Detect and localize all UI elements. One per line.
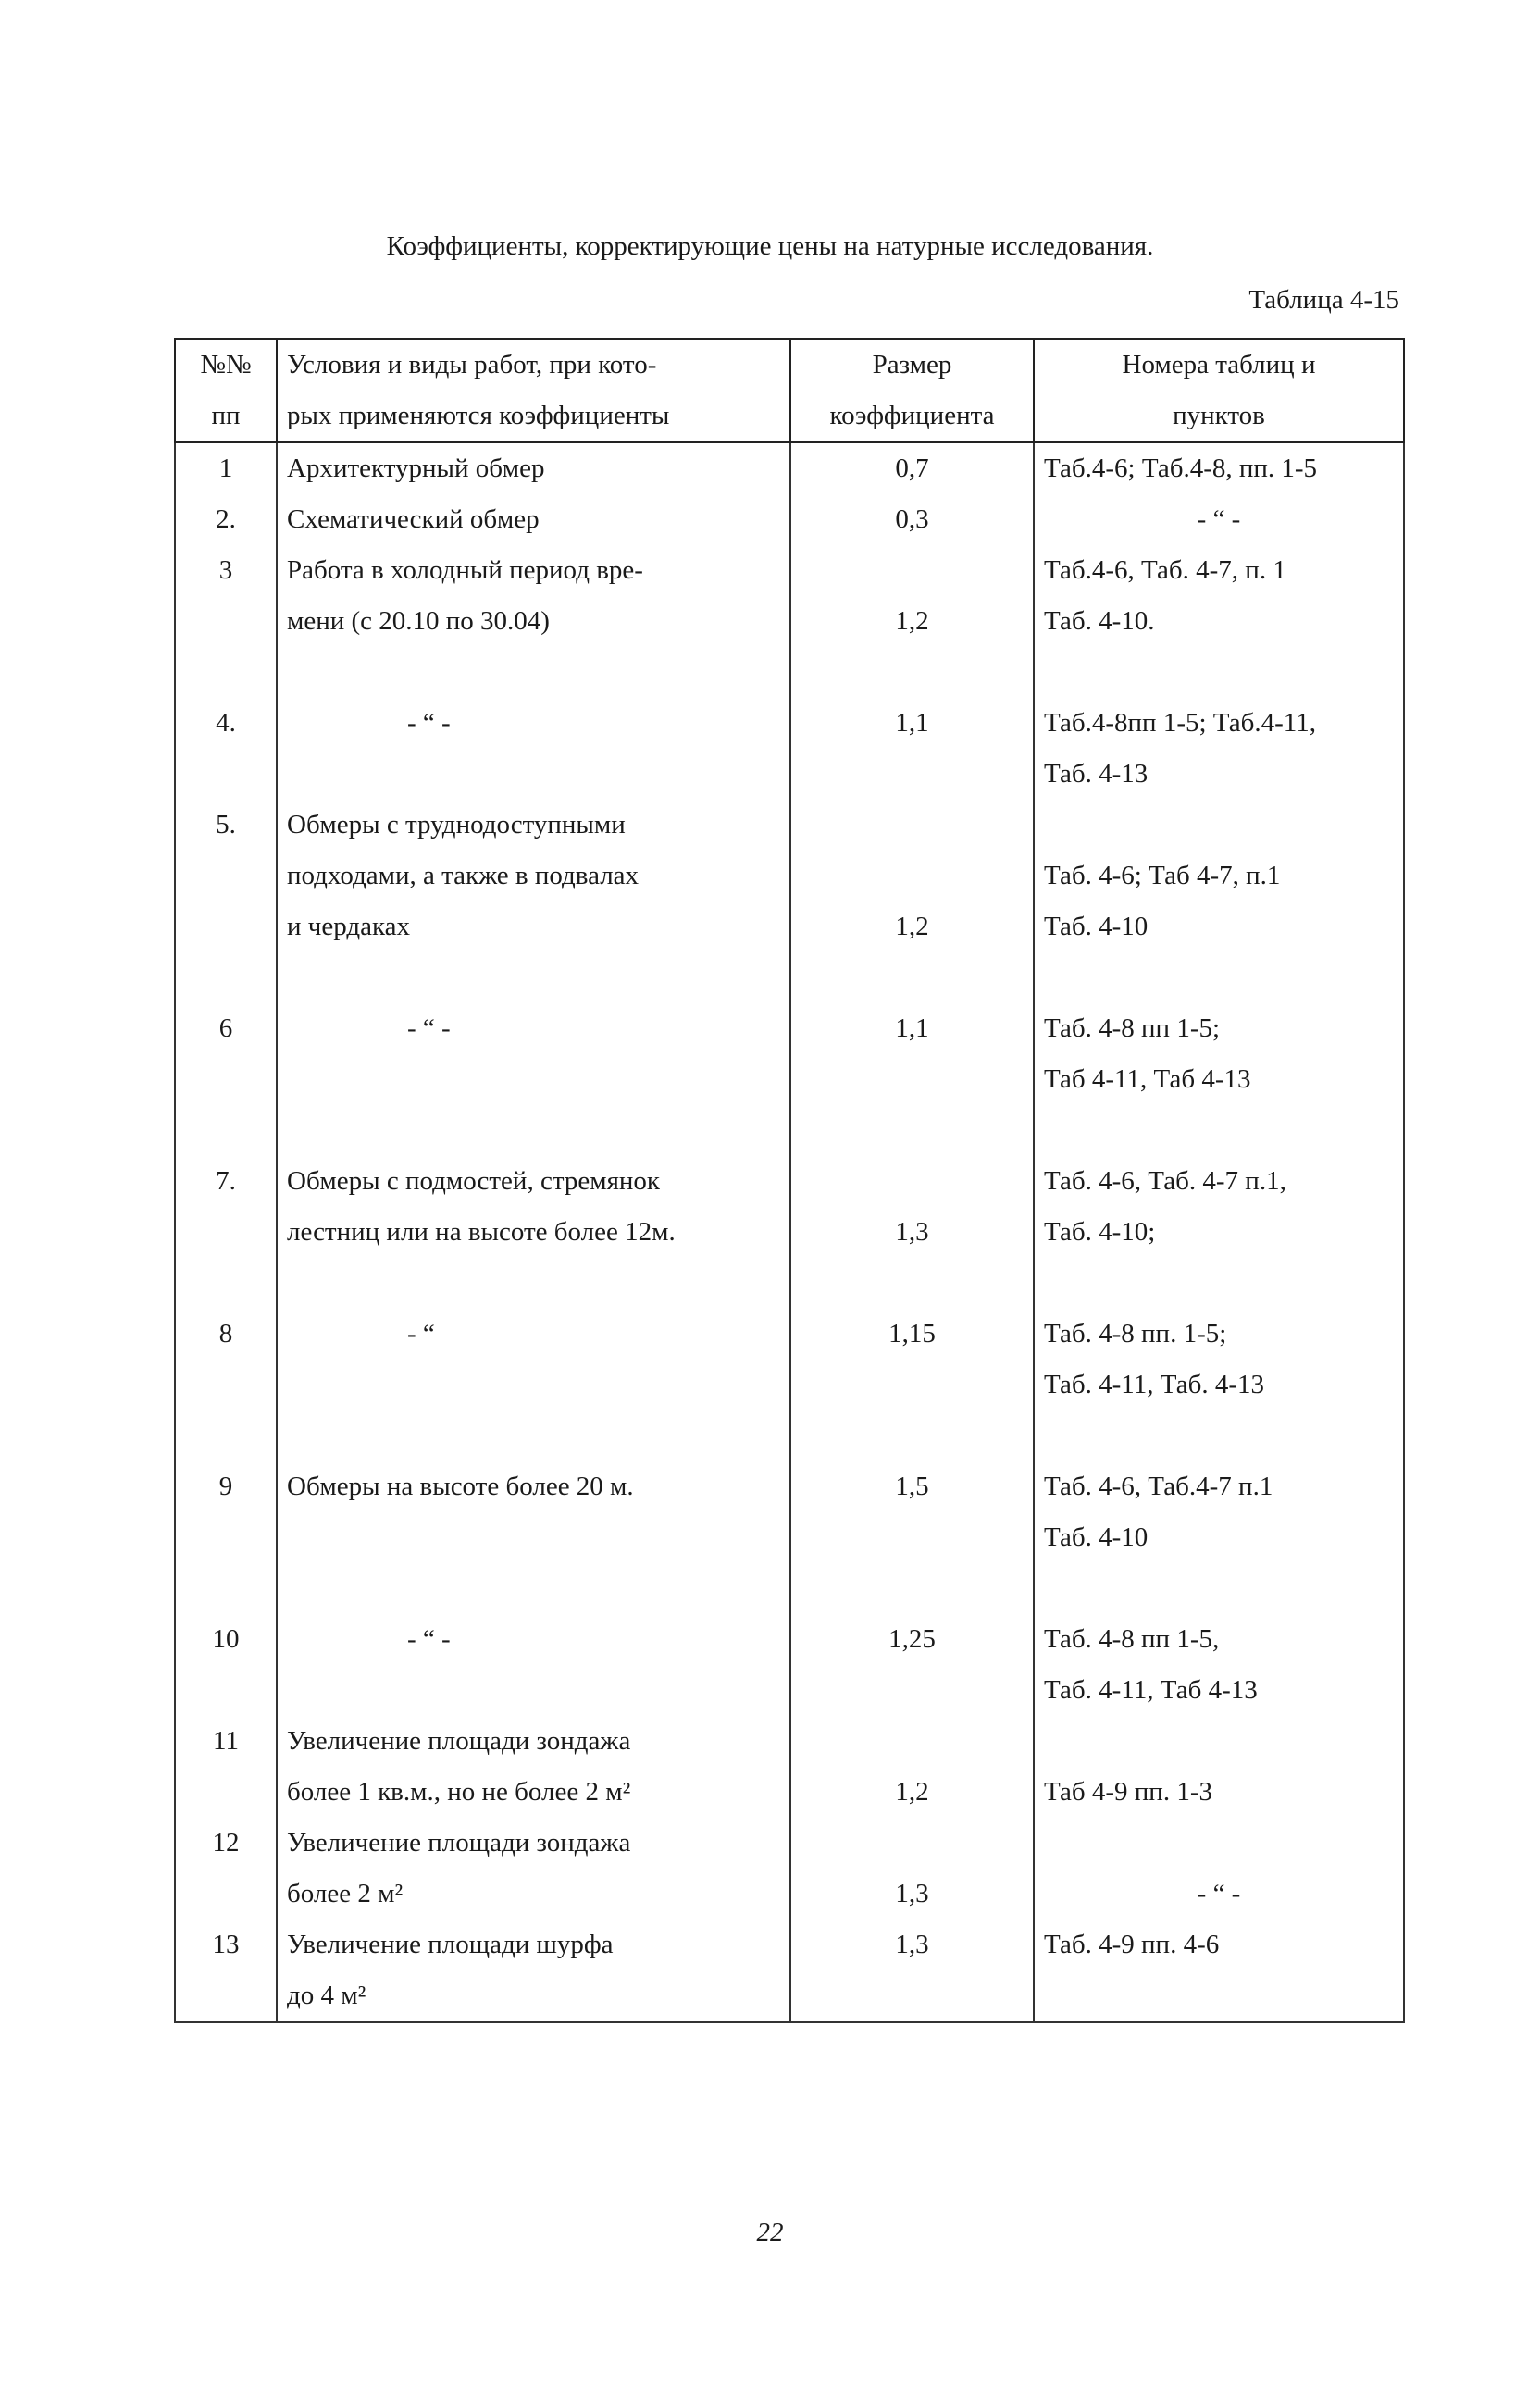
page-title: Коэффициенты, корректирующие цены на натурные исследования. [386, 231, 1154, 261]
row-references [1034, 1920, 1404, 2022]
page-number: 22 [756, 2218, 784, 2247]
row-number [175, 494, 277, 545]
table-row [175, 698, 1404, 800]
row-conditions [277, 1614, 790, 1716]
row-references-line: Таб 4-11, Таб 4-13 [1044, 1064, 1251, 1094]
table-header-row [175, 339, 1404, 442]
row-conditions-line [287, 647, 780, 698]
row-number [175, 1461, 277, 1614]
row-coefficient-line [801, 1105, 1024, 1156]
row-conditions-line [287, 952, 780, 1003]
row-conditions-line [287, 1512, 780, 1563]
row-coefficient [790, 1716, 1034, 1818]
row-references-line: Таб 4-9 пп. 1-3 [1044, 1777, 1212, 1807]
table-row [175, 1461, 1404, 1614]
table-label: Таблица 4-15 [1248, 285, 1399, 315]
table-row [175, 494, 1404, 545]
header-num-line: №№ [200, 350, 252, 379]
row-coefficient-line [801, 851, 1024, 901]
row-conditions-line: мени (с 20.10 по 30.04) [287, 606, 550, 636]
row-conditions [277, 545, 790, 698]
row-coefficient [790, 1461, 1034, 1614]
row-coefficient-line: 1,1 [895, 1013, 929, 1043]
header-num [175, 339, 277, 442]
row-number [175, 442, 277, 494]
row-conditions-line: более 2 м² [287, 1879, 404, 1908]
coefficients-table [174, 338, 1405, 2023]
row-references-line: Таб. 4-10 [1044, 1522, 1149, 1552]
row-number-text: 8 [218, 1319, 233, 1348]
row-conditions [277, 1003, 790, 1156]
row-conditions [277, 442, 790, 494]
table-row [175, 1818, 1404, 1920]
row-conditions-line [287, 1563, 780, 1614]
row-number [175, 1156, 277, 1309]
row-number-text: 4. [216, 708, 236, 738]
row-coefficient-line: 1,3 [895, 1930, 929, 1959]
row-conditions-line: более 1 кв.м., но не более 2 м² [287, 1777, 631, 1807]
row-conditions-line: - “ - [407, 1624, 451, 1654]
row-references-line: Таб. 4-10 [1044, 912, 1149, 941]
row-references [1034, 1614, 1404, 1716]
row-coefficient-line: 1,25 [888, 1624, 936, 1654]
header-coefficient [790, 339, 1034, 442]
row-conditions [277, 1309, 790, 1461]
row-conditions [277, 1818, 790, 1920]
row-coefficient-line [801, 545, 1024, 596]
header-num-line: пп [211, 401, 241, 430]
row-references-line [1044, 952, 1394, 1003]
row-references-line [1044, 1716, 1394, 1767]
row-number [175, 698, 277, 800]
row-number-text: 7. [216, 1166, 236, 1196]
row-conditions [277, 1716, 790, 1818]
row-conditions-line: Схематический обмер [287, 504, 540, 534]
row-conditions-line [287, 1105, 780, 1156]
row-number-text: 12 [212, 1828, 240, 1858]
row-conditions-line [287, 1360, 780, 1410]
row-coefficient-line: 1,2 [895, 912, 929, 941]
row-number [175, 1003, 277, 1156]
row-references [1034, 698, 1404, 800]
table-row [175, 800, 1404, 1003]
row-number-text: 10 [212, 1624, 240, 1654]
row-coefficient-line [801, 1360, 1024, 1410]
row-coefficient [790, 494, 1034, 545]
row-conditions-line: Обмеры с подмостей, стремянок [287, 1166, 661, 1196]
table-row [175, 1156, 1404, 1309]
row-coefficient-line [801, 1156, 1024, 1207]
row-references-line: Таб. 4-11, Таб 4-13 [1044, 1675, 1258, 1705]
row-coefficient-line: 1,3 [895, 1217, 929, 1247]
row-conditions-line: Архитектурный обмер [287, 454, 545, 483]
row-coefficient-line [801, 1665, 1024, 1716]
header-references [1034, 339, 1404, 442]
row-references-line: Таб. 4-8 пп 1-5, [1044, 1624, 1220, 1654]
row-coefficient-line: 1,3 [895, 1879, 929, 1908]
row-number-text: 6 [218, 1013, 233, 1043]
row-references-line [1044, 1410, 1394, 1461]
row-coefficient [790, 545, 1034, 698]
row-references [1034, 1461, 1404, 1614]
row-coefficient [790, 1818, 1034, 1920]
header-references-line: пунктов [1173, 401, 1265, 430]
table-row [175, 545, 1404, 698]
row-references-line [1044, 1563, 1394, 1614]
row-conditions-line: до 4 м² [287, 1981, 366, 2010]
row-references [1034, 1003, 1404, 1156]
row-references-line: Таб.4-8пп 1-5; Таб.4-11, [1044, 708, 1316, 738]
row-references-line: Таб. 4-6, Таб. 4-7 п.1, [1044, 1166, 1286, 1196]
row-conditions-line: лестниц или на высоте более 12м. [287, 1217, 676, 1247]
row-conditions-line: Увеличение площади шурфа [287, 1930, 614, 1959]
row-coefficient-line [801, 1563, 1024, 1614]
table-body [175, 442, 1404, 2022]
header-conditions-line: рых применяются коэффициенты [287, 401, 670, 430]
row-coefficient [790, 1156, 1034, 1309]
row-references-line [1044, 1818, 1394, 1869]
row-references-line: Таб. 4-11, Таб. 4-13 [1044, 1370, 1264, 1399]
row-coefficient-line [801, 1970, 1024, 2021]
header-conditions [277, 339, 790, 442]
row-references-line: Таб.4-6, Таб. 4-7, п. 1 [1044, 555, 1286, 585]
row-number-text: 2. [216, 504, 236, 534]
row-coefficient-line [801, 800, 1024, 851]
row-conditions-line: Обмеры на высоте более 20 м. [287, 1472, 634, 1501]
row-conditions-line: Работа в холодный период вре- [287, 555, 643, 585]
row-references-line [1044, 800, 1394, 851]
row-conditions [277, 1920, 790, 2022]
row-references-line: Таб. 4-10. [1044, 606, 1155, 636]
header-coefficient-line: Размер [872, 350, 952, 379]
row-references-line: Таб. 4-8 пп 1-5; [1044, 1013, 1221, 1043]
row-conditions-line: Увеличение площади зондажа [287, 1828, 631, 1858]
row-references [1034, 1156, 1404, 1309]
row-references-line [1044, 1258, 1394, 1309]
row-references-line: Таб. 4-6, Таб.4-7 п.1 [1044, 1472, 1273, 1501]
row-coefficient-line: 1,2 [895, 606, 929, 636]
row-coefficient [790, 1003, 1034, 1156]
row-references-line: Таб. 4-13 [1044, 759, 1149, 789]
table-row [175, 1716, 1404, 1818]
row-number [175, 545, 277, 698]
row-references-line [1044, 647, 1394, 698]
table-row [175, 1920, 1404, 2022]
row-conditions-line: Обмеры с труднодоступными [287, 810, 626, 839]
row-conditions-line: - “ - [407, 1013, 451, 1043]
row-references-line: - “ - [1197, 1879, 1241, 1908]
row-coefficient [790, 1309, 1034, 1461]
row-references-line: Таб. 4-9 пп. 4-6 [1044, 1930, 1220, 1959]
row-number-text: 9 [218, 1472, 233, 1501]
row-coefficient [790, 442, 1034, 494]
row-conditions-line [287, 749, 780, 800]
row-coefficient [790, 698, 1034, 800]
row-conditions-line [287, 1258, 780, 1309]
row-coefficient-line [801, 1716, 1024, 1767]
row-conditions-line: - “ [407, 1319, 435, 1348]
row-conditions [277, 494, 790, 545]
row-number-text: 11 [213, 1726, 239, 1756]
row-number [175, 800, 277, 1003]
row-references-line [1044, 1105, 1394, 1156]
row-conditions-line: и чердаках [287, 912, 410, 941]
table-row [175, 1309, 1404, 1461]
header-coefficient-line: коэффициента [829, 401, 995, 430]
row-coefficient-line: 1,2 [895, 1777, 929, 1807]
row-number [175, 1614, 277, 1716]
row-number [175, 1920, 277, 2022]
row-coefficient-line [801, 749, 1024, 800]
row-references-line: - “ - [1197, 504, 1241, 534]
row-references-line: Таб. 4-6; Таб 4-7, п.1 [1044, 861, 1281, 890]
row-coefficient-line: 0,3 [895, 504, 929, 534]
row-coefficient [790, 800, 1034, 1003]
row-coefficient-line: 1,5 [895, 1472, 929, 1501]
row-references-line: Таб. 4-10; [1044, 1217, 1156, 1247]
row-references-line: Таб.4-6; Таб.4-8, пп. 1-5 [1044, 454, 1318, 483]
row-coefficient-line: 0,7 [895, 454, 929, 483]
row-number [175, 1309, 277, 1461]
row-references [1034, 1309, 1404, 1461]
row-conditions-line [287, 1054, 780, 1105]
row-coefficient-line [801, 1512, 1024, 1563]
row-coefficient-line [801, 1818, 1024, 1869]
row-conditions-line [287, 1410, 780, 1461]
row-coefficient [790, 1614, 1034, 1716]
row-coefficient-line [801, 1258, 1024, 1309]
row-references-line [1044, 1970, 1394, 2021]
row-conditions-line: - “ - [407, 708, 451, 738]
row-coefficient-line [801, 1054, 1024, 1105]
row-number-text: 13 [212, 1930, 240, 1959]
row-references [1034, 800, 1404, 1003]
row-references [1034, 494, 1404, 545]
row-references [1034, 442, 1404, 494]
row-references [1034, 1716, 1404, 1818]
row-coefficient [790, 1920, 1034, 2022]
header-conditions-line: Условия и виды работ, при кото- [287, 350, 657, 379]
table-row [175, 442, 1404, 494]
row-number-text: 5. [216, 810, 236, 839]
row-references-line: Таб. 4-8 пп. 1-5; [1044, 1319, 1227, 1348]
row-conditions [277, 698, 790, 800]
table-row [175, 1003, 1404, 1156]
row-conditions [277, 1156, 790, 1309]
header-references-line: Номера таблиц и [1122, 350, 1316, 379]
row-conditions-line: подходами, а также в подвалах [287, 861, 640, 890]
row-coefficient-line: 1,15 [888, 1319, 936, 1348]
row-coefficient-line [801, 1410, 1024, 1461]
row-references [1034, 545, 1404, 698]
row-number-text: 1 [218, 454, 233, 483]
row-number [175, 1716, 277, 1818]
row-number-text: 3 [218, 555, 233, 585]
row-references [1034, 1818, 1404, 1920]
table-row [175, 1614, 1404, 1716]
row-coefficient-line [801, 647, 1024, 698]
row-conditions [277, 800, 790, 1003]
row-conditions [277, 1461, 790, 1614]
row-conditions-line [287, 1665, 780, 1716]
row-coefficient-line [801, 952, 1024, 1003]
row-conditions-line: Увеличение площади зондажа [287, 1726, 631, 1756]
row-coefficient-line: 1,1 [895, 708, 929, 738]
row-number [175, 1818, 277, 1920]
